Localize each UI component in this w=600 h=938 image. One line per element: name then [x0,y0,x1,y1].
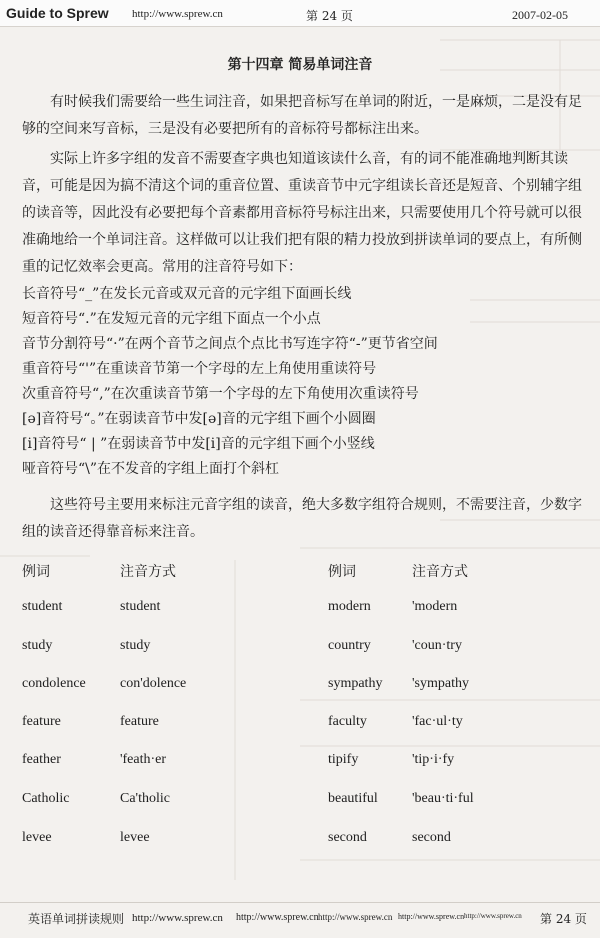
table-cell: 'coun·try [412,638,462,653]
header-page-number: 第 24 页 [306,9,353,23]
table-cell: 'modern [412,599,458,614]
table-cell: beautiful [328,791,378,806]
footer-url[interactable]: http://www.sprew.cn [398,912,465,921]
table-cell: condolence [22,676,86,691]
symbol-syllable-divider: 音节分割符号“·”在两个音节之间点个点比书写连字符“-”更节省空间 [22,336,438,352]
header-title: Guide to Sprew [6,5,109,21]
table-cell: sympathy [328,676,383,691]
table-cell: feature [120,714,159,729]
table-cell: study [120,638,151,653]
table-cell: 'feath·er [120,752,167,767]
footer-url[interactable]: http://www.sprew.cn [318,912,393,922]
table-cell: feather [22,752,61,767]
symbol-schwa: [ə]音符号“。”在弱读音节中发[ə]音的元字组下画个小圆圈 [22,411,376,427]
symbol-long-vowel: 长音符号“_”在发长元音或双元音的元字组下面画长线 [22,286,352,302]
table-cell: 'fac·ul·ty [412,714,463,729]
table-cell: levee [120,830,150,845]
table-cell: second [412,830,451,845]
table-cell: faculty [328,714,367,729]
symbol-short-vowel: 短音符号“.”在发短元音的元字组下面点一个小点 [22,311,321,327]
footer-url[interactable]: http://www.sprew.cn [464,912,522,920]
header-url[interactable]: http://www.sprew.cn [132,8,223,20]
symbol-primary-stress: 重音符号“'”在重读音节第一个字母的左上角使用重读符号 [22,361,377,377]
summary-paragraph: 这些符号主要用来标注元音字组的读音，绝大多数字组符合规则，不需要注音，少数字组的读音还得靠音标来注音。 [22,497,582,540]
table-cell: student [22,599,63,614]
footer-divider [0,902,600,903]
table-cell: levee [22,830,52,845]
symbol-short-i: [i]音符号“ | ”在弱读音节中发[i]音的元字组下画个小竖线 [22,436,375,452]
intro-paragraph: 有时候我们需要给一些生词注音，如果把音标写在单词的附近，一是麻烦，二是没有足够的空间来写音标，三是没有必要把所有的音标符号都标注出来。 [22,94,582,137]
table-cell: tipify [328,752,359,767]
header-notation-2: 注音方式 [412,564,468,580]
table-cell: 'beau·ti·ful [412,791,474,806]
table-cell: Ca'tholic [120,791,170,806]
footer-url[interactable]: http://www.sprew.cn [132,912,223,924]
symbol-silent-letter: 哑音符号“\”在不发音的字组上面打个斜杠 [22,461,280,477]
table-cell: student [120,599,161,614]
table-cell: feature [22,714,61,729]
symbol-secondary-stress: 次重音符号“,”在次重读音节第一个字母的左下角使用次重读符号 [22,386,419,402]
table-cell: Catholic [22,791,70,806]
header-example-word-2: 例词 [328,564,356,580]
table-cell: second [328,830,367,845]
table-cell: con'dolence [120,676,187,691]
table-cell: study [22,638,53,653]
footer-url[interactable]: http://www.sprew.cn [236,912,319,923]
header-example-word-1: 例词 [22,564,50,580]
table-cell: 'sympathy [412,676,469,691]
header-date: 2007-02-05 [512,8,568,22]
table-cell: 'tip·i·fy [412,752,455,767]
chapter-title: 第十四章 简易单词注音 [227,57,373,73]
footer-page-number: 第 24 页 [540,912,587,926]
explanation-paragraph: 实际上许多字组的发音不需要查字典也知道该读什么音，有的词不能准确地判断其读音，可能是因为搞不清这个词的重音位置、重读音节中元字组读长音还是短音、个别辅字组的读音等，因此没有必要把每个音素都用音标符号标注出来，只需要使用几个符号就可以很准确地给一个单词注音。这样做可以让我们把有限的精力投放到拼读单词的要点上，有所侧重的记忆效率会更高。常用的注音符号如下： [22,151,582,275]
footer-title: 英语单词拼读规则 [28,912,125,926]
page-header [0,0,600,27]
header-notation-1: 注音方式 [120,564,176,580]
table-cell: modern [328,599,371,614]
table-cell: country [328,638,371,653]
